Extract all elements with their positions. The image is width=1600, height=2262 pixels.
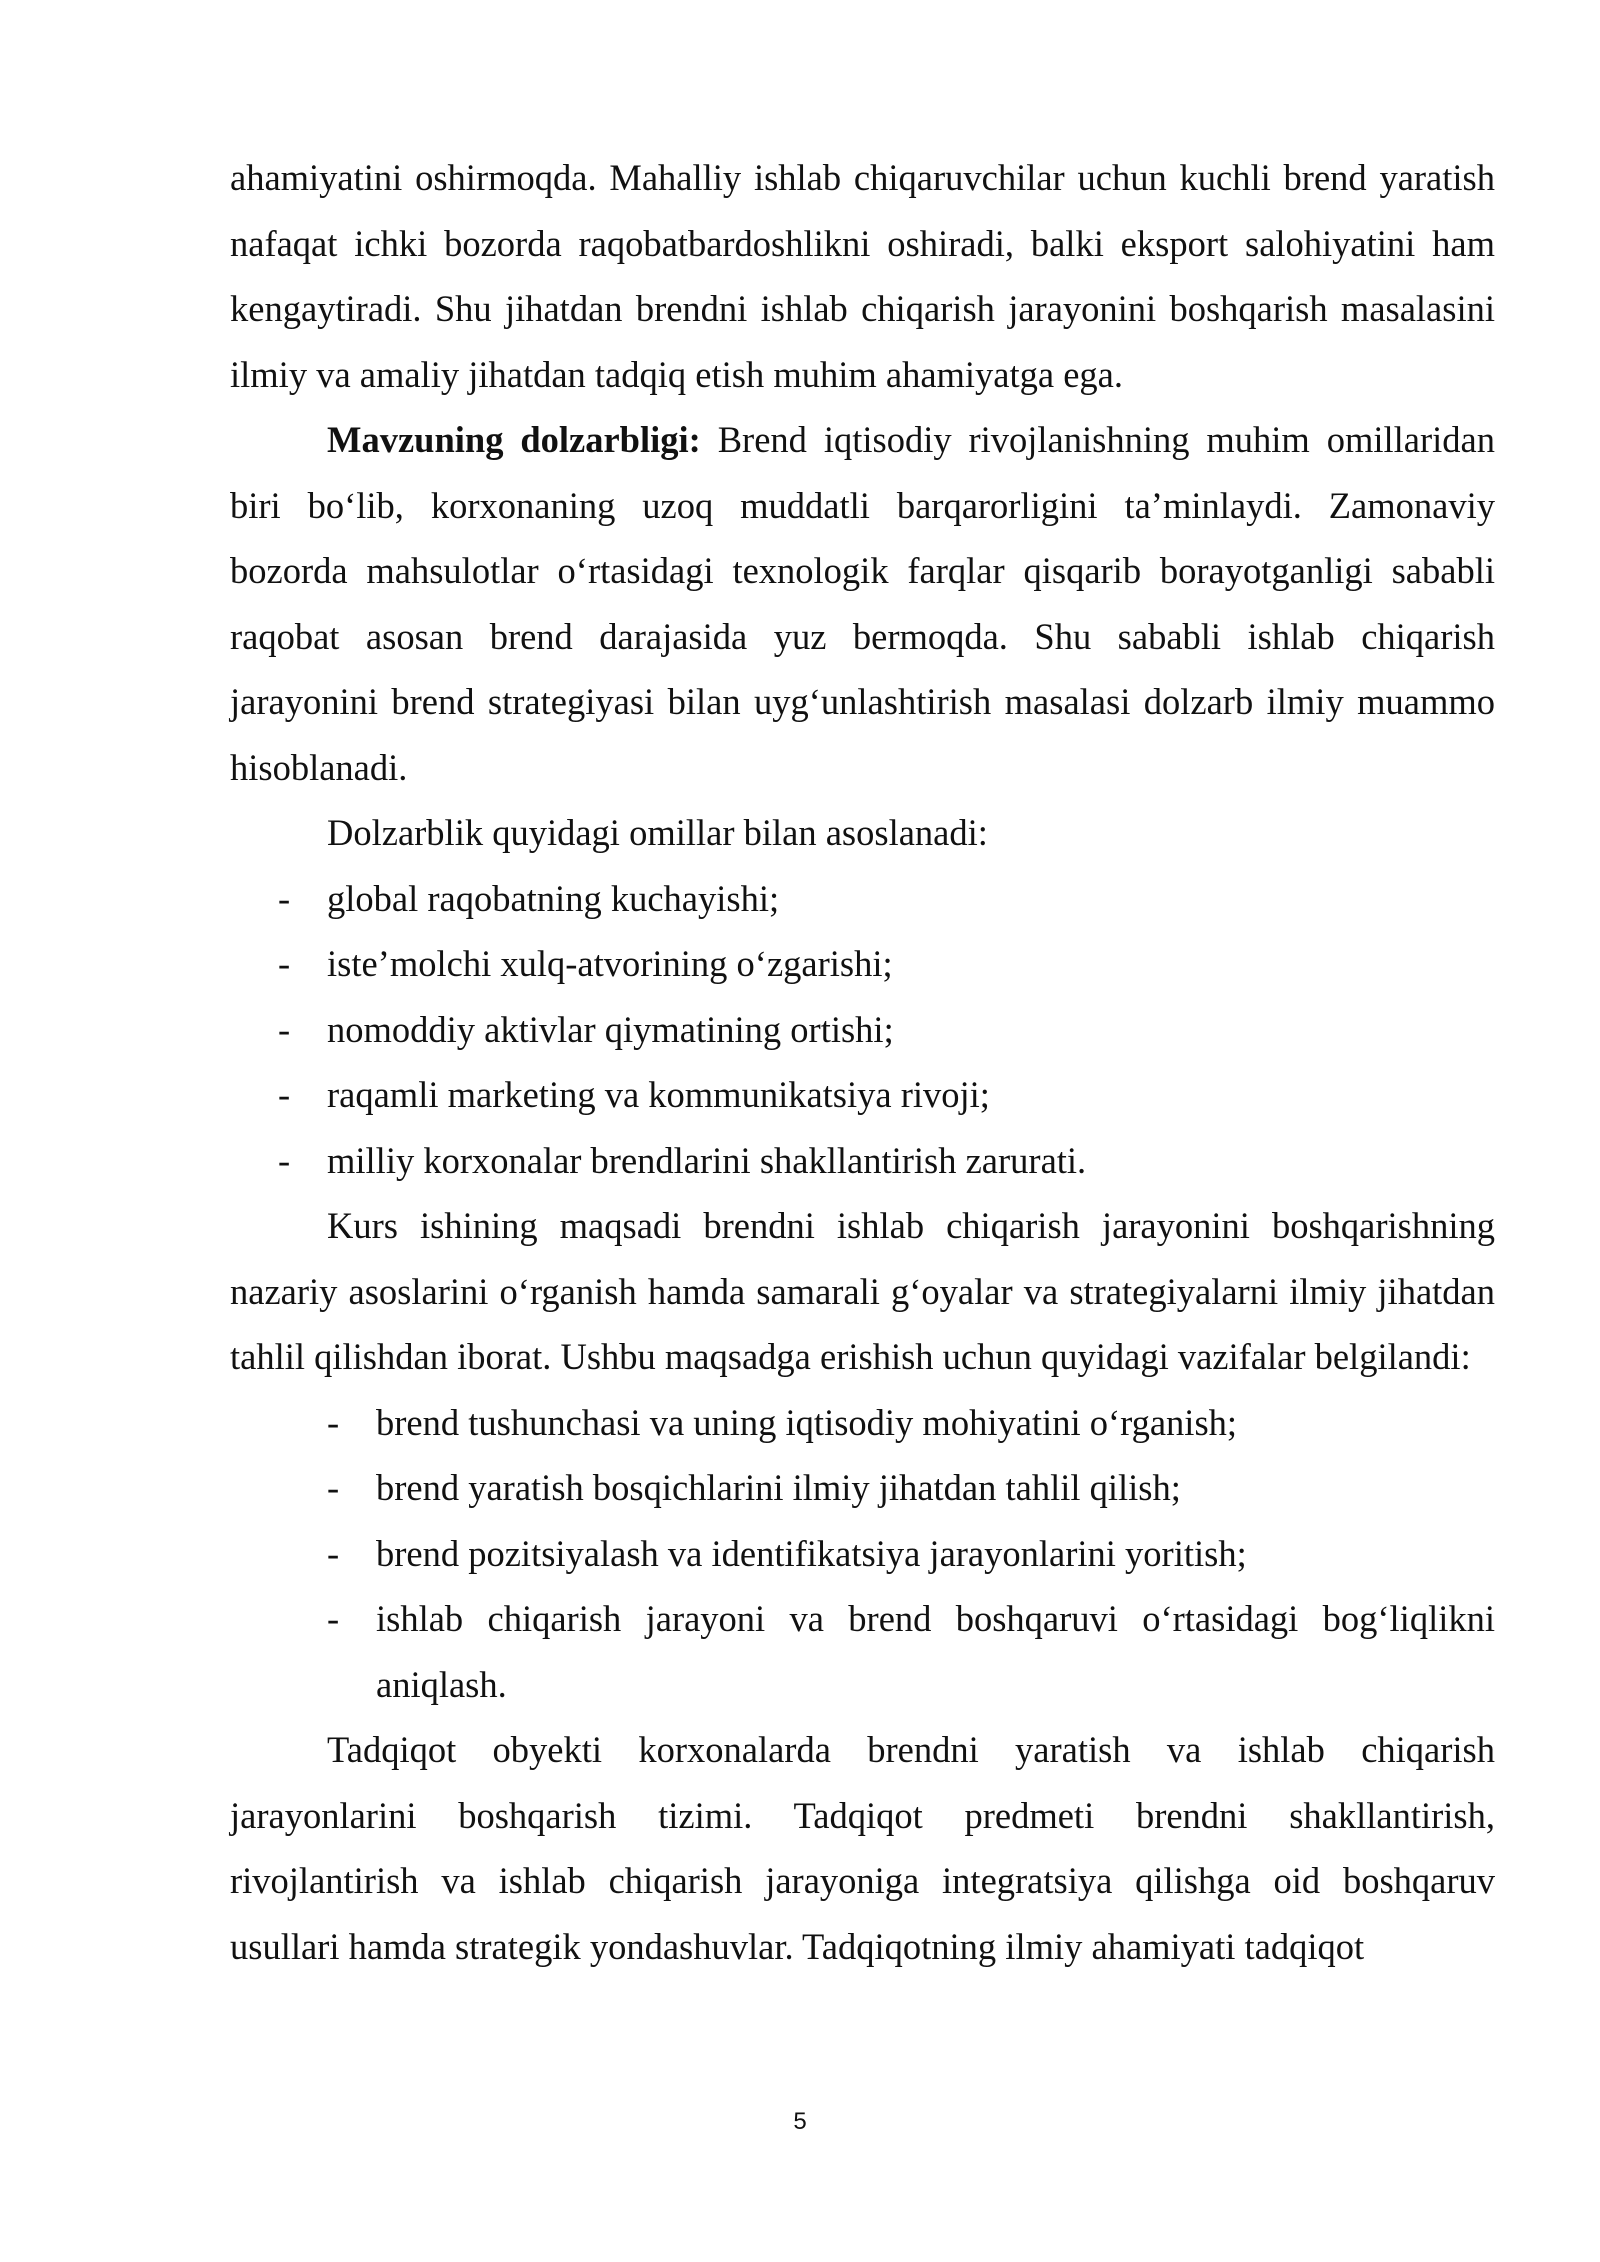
dash-marker: - [278,943,291,984]
paragraph-goal: Kurs ishining maqsadi brendni ishlab chiqarish jarayonini boshqarishning nazariy asoslarini o‘rganish hamda samarali g‘oyalar va strategiyalarni ilmiy jihatdan tahlil qilishdan iborat. Ushbu maqsadga erishish uchun quyidagi vazifalar belgilandi: [230,1205,1495,1377]
list-item-text: brend tushunchasi va uning iqtisodiy mohiyatini o‘rganish; [376,1401,1238,1443]
list-item [230,866,1495,932]
paragraph-factors-intro: Dolzarblik quyidagi omillar bilan asoslanadi: [327,812,988,853]
list-item-text: nomoddiy aktivlar qiymatining ortishi; [327,1008,894,1050]
dash-marker: - [278,1008,291,1050]
paragraph-intro-continuation: ahamiyatini oshirmoqda. Mahalliy ishlab chiqaruvchilar uchun kuchli brend yaratish nafaqat ichki bozorda raqobatbardoshlikni oshiradi, balki eksport salohiyatini ham kengaytiradi. Shu jihatdan brendni ishlab chiqarish jarayonini boshqarish masalasini ilmiy va amaliy jihatdan tadqiq etish muhim ahamiyatga ega. [230,157,1495,395]
list-item [230,1521,1495,1587]
list-item [230,1128,1495,1194]
relevance-heading: Mavzuning dolzarbligi: [327,419,701,460]
dash-marker: - [278,877,291,919]
tasks-list [230,1390,1495,1718]
dash-marker: - [278,1074,291,1115]
list-item-text: ishlab chiqarish jarayoni va brend boshqaruvi o‘rtasidagi bog‘liqlikni aniqlash. [376,1598,1495,1705]
dash-marker: - [327,1401,340,1443]
dash-marker: - [278,1139,291,1181]
list-item-text: raqamli marketing va kommunikatsiya rivoji; [327,1074,990,1115]
list-item-text: brend yaratish bosqichlarini ilmiy jihatdan tahlil qilish; [376,1467,1181,1508]
paragraph-relevance [230,407,1495,800]
list-item [230,931,1495,997]
list-item-text: milliy korxonalar brendlarini shakllantirish zarurati. [327,1139,1087,1181]
list-item [230,1390,1495,1456]
paragraph-research-object: Tadqiqot obyekti korxonalarda brendni yaratish va ishlab chiqarish jarayonlarini boshqarish tizimi. Tadqiqot predmeti brendni shakllantirish, rivojlantirish va ishlab chiqarish jarayoniga integratsiya qilishga oid boshqaruv usullari hamda strategik yondashuvlar. Tadqiqotning ilmiy ahamiyati tadqiqot [230,1729,1495,1967]
list-item [230,1062,1495,1128]
dash-marker: - [327,1467,340,1508]
relevance-text: Brend iqtisodiy rivojlanishning muhim omillaridan biri bo‘lib, korxonaning uzoq muddatli barqarorligini ta’minlaydi. Zamonaviy bozorda mahsulotlar o‘rtasidagi texnologik farqlar qisqarib borayotganligi sababli raqobat asosan brend darajasida yuz bermoqda. Shu sababli ishlab chiqarish jarayonini brend strategiyasi bilan uyg‘unlashtirish masalasi dolzarb ilmiy muammo hisoblanadi. [230,419,1495,788]
dash-marker: - [327,1598,340,1639]
list-item [230,997,1495,1063]
list-item [230,1455,1495,1521]
list-item [230,1586,1495,1717]
list-item-text: global raqobatning kuchayishi; [327,877,780,919]
page-content [230,145,1495,1979]
page-number: 5 [793,2108,807,2135]
list-item-text: iste’molchi xulq-atvorining o‘zgarishi; [327,943,893,984]
factors-list [230,866,1495,1194]
list-item-text: brend pozitsiyalash va identifikatsiya jarayonlarini yoritish; [376,1532,1247,1574]
dash-marker: - [327,1532,340,1574]
